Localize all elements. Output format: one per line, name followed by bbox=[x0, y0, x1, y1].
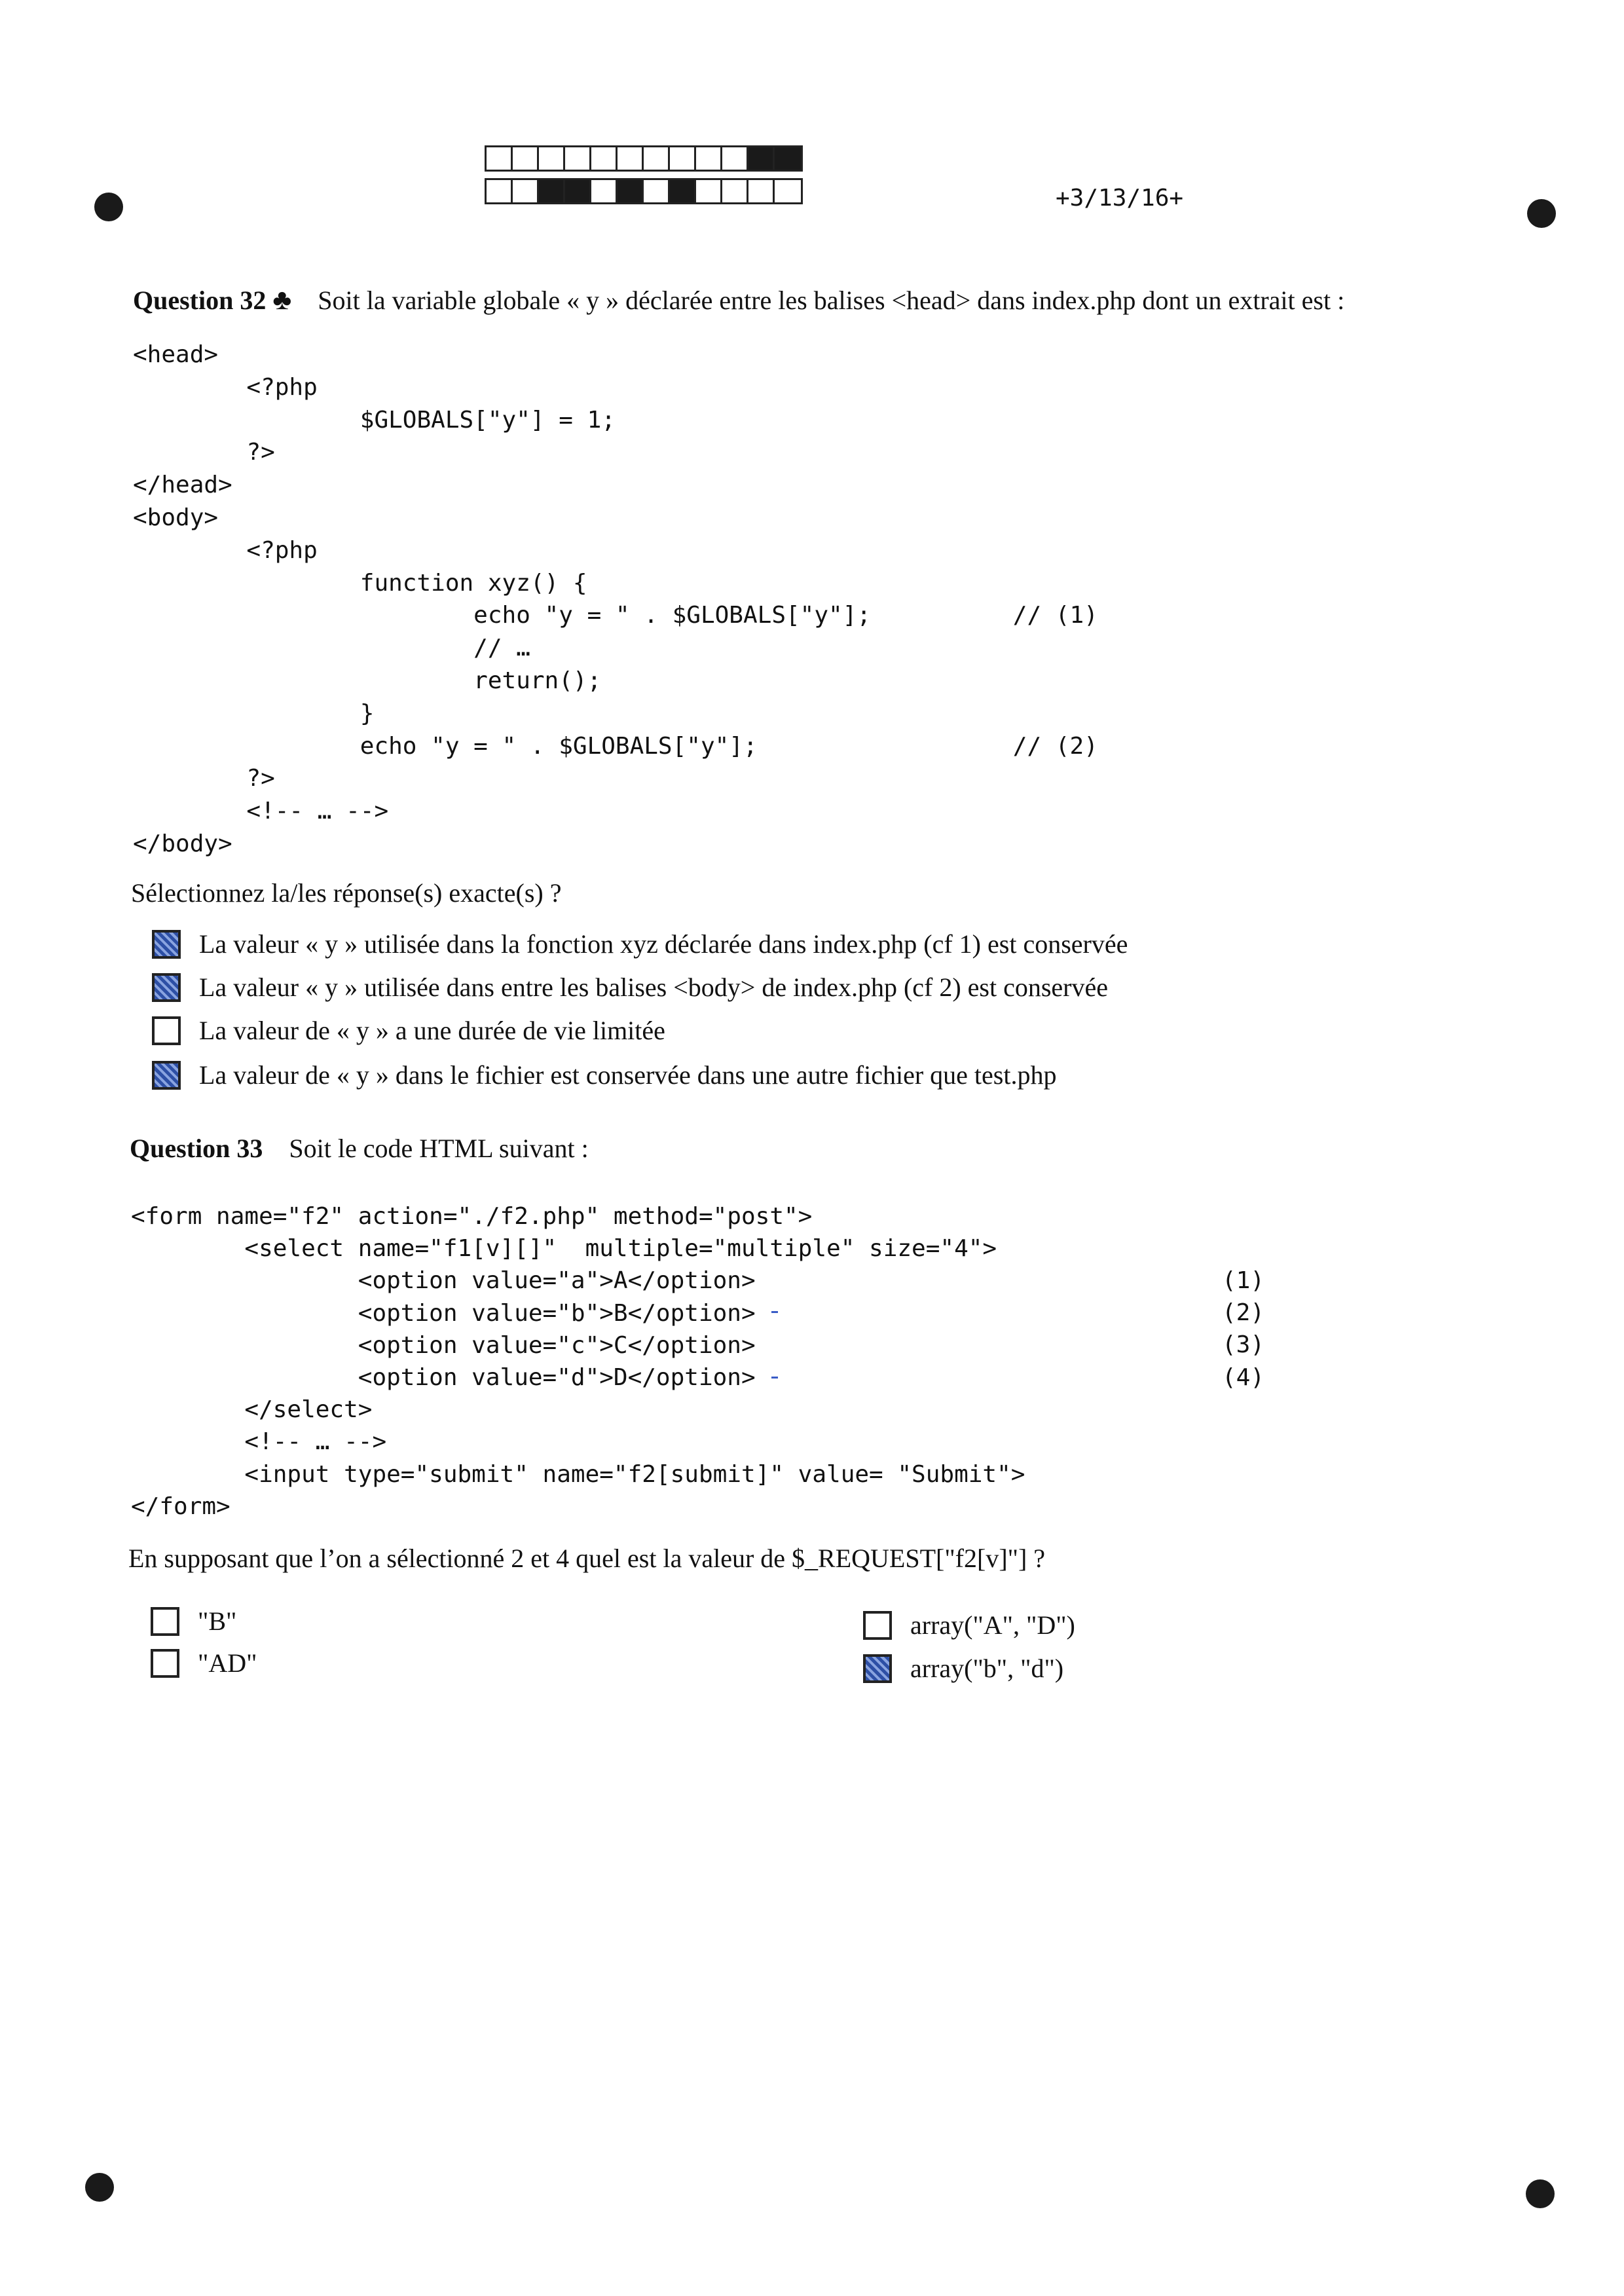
barcode-cell bbox=[591, 180, 618, 202]
q32-answer-1[interactable] bbox=[152, 929, 1128, 959]
q32-answer-4[interactable] bbox=[152, 1060, 1056, 1090]
q33-answer-2-checkbox[interactable] bbox=[151, 1649, 179, 1678]
barcode-cell bbox=[748, 180, 775, 202]
q33-answer-1-checkbox[interactable] bbox=[151, 1607, 179, 1636]
q33-answer-3-checkbox[interactable] bbox=[863, 1611, 892, 1640]
barcode-cell bbox=[591, 147, 618, 170]
q33-answer-3-label: array("A", "D") bbox=[910, 1610, 1075, 1640]
question-33-prompt: En supposant que l’on a sélectionné 2 et 4 quel est la valeur de $_REQUEST["f2[v]"] ? bbox=[128, 1544, 1046, 1573]
q33-answer-3[interactable] bbox=[863, 1610, 1075, 1640]
code-line: <body> bbox=[133, 504, 219, 531]
code-line: <option value="b">B</option> bbox=[131, 1299, 756, 1327]
question-32-text: Soit la variable globale « y » déclarée entre les balises <head> dans index.php dont un extrait est : bbox=[318, 286, 1345, 315]
q33-answer-1[interactable] bbox=[151, 1606, 236, 1637]
q33-answer-4[interactable] bbox=[863, 1653, 1063, 1684]
barcode-cell bbox=[644, 147, 670, 170]
line-ref-4: (4) bbox=[1222, 1364, 1265, 1391]
registration-mark-bottom-right bbox=[1526, 2179, 1555, 2208]
pen-mark bbox=[771, 1311, 778, 1313]
barcode-cell bbox=[539, 180, 565, 202]
code-line: </head> bbox=[133, 472, 232, 499]
barcode-cell bbox=[565, 147, 591, 170]
q33-answer-2[interactable] bbox=[151, 1648, 257, 1678]
barcode-cell bbox=[696, 180, 722, 202]
barcode-cell bbox=[748, 147, 775, 170]
q32-answer-2-label: La valeur « y » utilisée dans entre les balises <body> de index.php (cf 2) est conservée bbox=[199, 972, 1109, 1002]
q32-answer-3[interactable] bbox=[152, 1015, 665, 1046]
barcode-cell bbox=[722, 147, 748, 170]
code-line: <?php bbox=[133, 373, 318, 401]
code-line: <select name="f1[v][]" multiple="multiple" size="4"> bbox=[131, 1235, 997, 1263]
q32-answer-1-checkbox[interactable] bbox=[152, 930, 181, 959]
q32-answer-1-label: La valeur « y » utilisée dans la fonction xyz déclarée dans index.php (cf 1) est conservée bbox=[199, 929, 1128, 959]
registration-mark-top-right bbox=[1527, 199, 1556, 228]
code-line: ?> bbox=[133, 439, 275, 466]
code-line: <input type="submit" name="f2[submit]" value= "Submit"> bbox=[131, 1460, 1025, 1488]
code-line: <option value="d">D</option> bbox=[131, 1364, 756, 1391]
code-line: return(); bbox=[133, 667, 602, 694]
barcode-cell bbox=[565, 180, 591, 202]
pen-mark bbox=[771, 1377, 778, 1379]
q33-answer-1-label: "B" bbox=[198, 1606, 237, 1636]
barcode-cell bbox=[722, 180, 748, 202]
barcode-row-2 bbox=[485, 178, 803, 204]
barcode-cell bbox=[487, 147, 513, 170]
code-line: } bbox=[133, 699, 375, 727]
question-33-number: Question 33 bbox=[130, 1134, 263, 1163]
code-line: <?php bbox=[133, 536, 318, 564]
code-line: echo "y = " . $GLOBALS["y"]; // (1) bbox=[133, 602, 1098, 629]
club-icon: ♣ bbox=[272, 284, 292, 316]
barcode-cell bbox=[487, 180, 513, 202]
code-line: // … bbox=[133, 635, 530, 662]
code-line: echo "y = " . $GLOBALS["y"]; // (2) bbox=[133, 732, 1098, 760]
q33-answer-4-checkbox[interactable] bbox=[863, 1654, 892, 1683]
code-line: function xyz() { bbox=[133, 569, 587, 597]
line-ref-2: (2) bbox=[1222, 1299, 1265, 1326]
barcode-cell bbox=[618, 147, 644, 170]
barcode-cell bbox=[775, 147, 801, 170]
code-line: <option value="a">A</option> bbox=[131, 1267, 756, 1295]
code-line: </select> bbox=[131, 1396, 373, 1424]
line-ref-1: (1) bbox=[1222, 1267, 1265, 1294]
barcode-cell bbox=[670, 147, 696, 170]
question-32-header bbox=[133, 283, 1344, 316]
barcode-cell bbox=[618, 180, 644, 202]
barcode-cell bbox=[513, 180, 539, 202]
q33-answer-4-label: array("b", "d") bbox=[910, 1654, 1064, 1683]
code-line: <form name="f2" action="./f2.php" method="post"> bbox=[131, 1203, 813, 1230]
barcode-cell bbox=[539, 147, 565, 170]
code-line: $GLOBALS["y"] = 1; bbox=[133, 406, 616, 434]
barcode-cell bbox=[670, 180, 696, 202]
q32-answer-4-checkbox[interactable] bbox=[152, 1061, 181, 1090]
code-line: <!-- … --> bbox=[131, 1428, 387, 1456]
q32-answer-2[interactable] bbox=[152, 972, 1108, 1003]
q32-answer-4-label: La valeur de « y » dans le fichier est conservée dans une autre fichier que test.php bbox=[199, 1060, 1057, 1090]
barcode-cell bbox=[644, 180, 670, 202]
code-line: </form> bbox=[131, 1492, 231, 1520]
question-33-header bbox=[130, 1133, 589, 1164]
barcode-row-1 bbox=[485, 145, 803, 172]
code-line: <head> bbox=[133, 341, 219, 368]
line-ref-3: (3) bbox=[1222, 1331, 1265, 1358]
question-33-text: Soit le code HTML suivant : bbox=[289, 1134, 589, 1163]
code-line: </body> bbox=[133, 830, 232, 857]
barcode-cell bbox=[513, 147, 539, 170]
question-32-prompt: Sélectionnez la/les réponse(s) exacte(s) ? bbox=[131, 878, 562, 908]
q32-answer-3-checkbox[interactable] bbox=[152, 1016, 181, 1045]
q32-answer-3-label: La valeur de « y » a une durée de vie limitée bbox=[199, 1016, 665, 1045]
barcode-cell bbox=[696, 147, 722, 170]
code-line: <!-- … --> bbox=[133, 798, 389, 825]
question-32-number: Question 32 bbox=[133, 286, 267, 315]
q33-answer-2-label: "AD" bbox=[198, 1648, 257, 1678]
q32-answer-2-checkbox[interactable] bbox=[152, 973, 181, 1002]
registration-mark-top-left bbox=[94, 193, 123, 221]
registration-mark-bottom-left bbox=[85, 2173, 114, 2202]
barcode-cell bbox=[775, 180, 801, 202]
page-id: +3/13/16+ bbox=[1056, 185, 1184, 212]
code-line: <option value="c">C</option> bbox=[131, 1331, 756, 1359]
code-line: ?> bbox=[133, 765, 275, 792]
